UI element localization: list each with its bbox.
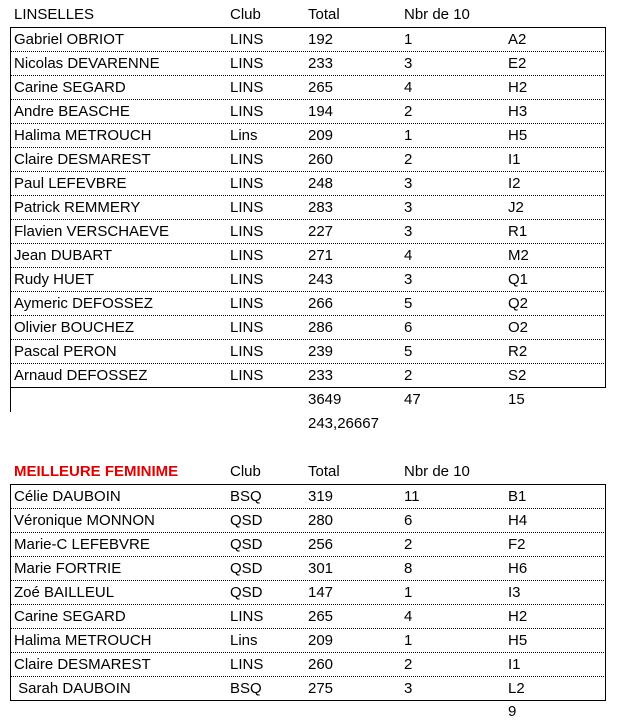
- total-cell: 192: [308, 31, 334, 48]
- nbr-de-10-cell: 11: [404, 488, 420, 505]
- total-cell: 194: [308, 103, 334, 120]
- player-name-cell: Claire DESMAREST: [14, 151, 151, 168]
- nbr-de-10-cell: 3: [404, 199, 413, 216]
- nbr-de-10-cell: 3: [404, 175, 413, 192]
- club-cell: LINS: [230, 295, 264, 312]
- club-cell: LINS: [230, 247, 264, 264]
- total-cell: 319: [308, 488, 334, 505]
- section1-average: 243,26667: [308, 415, 379, 432]
- section2-table: [10, 484, 606, 701]
- nbr-de-10-cell: 4: [404, 608, 413, 625]
- player-name-cell: Pascal PERON: [14, 343, 117, 360]
- player-name-cell: Zoé BAILLEUL: [14, 584, 115, 601]
- club-cell: LINS: [230, 608, 264, 625]
- nbr-de-10-cell: 3: [404, 55, 413, 72]
- section2-header-row: [0, 460, 618, 484]
- section1-table: [10, 27, 606, 388]
- total-cell: 260: [308, 151, 334, 168]
- table-row: [10, 172, 606, 196]
- nbr-de-10-cell: 2: [404, 151, 413, 168]
- nbr-de-10-cell: 1: [404, 584, 413, 601]
- nbr-de-10-cell: 6: [404, 512, 413, 529]
- nbr-de-10-cell: 4: [404, 79, 413, 96]
- nbr-de-10-cell: 2: [404, 103, 413, 120]
- total-cell: 233: [308, 367, 334, 384]
- player-name-cell: Patrick REMMERY: [14, 199, 141, 216]
- table-row: [10, 629, 606, 653]
- table-row: [10, 557, 606, 581]
- club-cell: LINS: [230, 271, 264, 288]
- position-cell: H4: [508, 512, 528, 529]
- table-row: [10, 52, 606, 76]
- table-row: [10, 220, 606, 244]
- position-cell: H6: [508, 560, 528, 577]
- club-cell: LINS: [230, 199, 264, 216]
- total-cell: 239: [308, 343, 334, 360]
- table-row: [10, 677, 606, 701]
- player-name-cell: Véronique MONNON: [14, 512, 155, 529]
- position-cell: Q1: [508, 271, 529, 288]
- player-name-cell: Jean DUBART: [14, 247, 113, 264]
- total-cell: 265: [308, 608, 334, 625]
- player-name-cell: Aymeric DEFOSSEZ: [14, 295, 153, 312]
- section1-average-row: [0, 412, 618, 436]
- section2-col-total: Total: [308, 463, 340, 480]
- player-name-cell: Célie DAUBOIN: [14, 488, 121, 505]
- table-row: [10, 292, 606, 316]
- position-cell: R1: [508, 223, 528, 240]
- section1-title: LINSELLES: [14, 6, 95, 23]
- total-cell: 227: [308, 223, 334, 240]
- club-cell: LINS: [230, 55, 264, 72]
- player-name-cell: Andre BEASCHE: [14, 103, 130, 120]
- section1-sum-pos: 15: [508, 391, 525, 408]
- position-cell: L2: [508, 680, 525, 697]
- total-cell: 280: [308, 512, 334, 529]
- table-row: [10, 581, 606, 605]
- position-cell: H3: [508, 103, 528, 120]
- table-row: [10, 340, 606, 364]
- nbr-de-10-cell: 6: [404, 319, 413, 336]
- section2-title: MEILLEURE FEMINIME: [14, 463, 179, 480]
- position-cell: B1: [508, 488, 527, 505]
- club-cell: LINS: [230, 343, 264, 360]
- table-row: [10, 268, 606, 292]
- player-name-cell: Halima METROUCH: [14, 127, 152, 144]
- player-name-cell: Flavien VERSCHAEVE: [14, 223, 170, 240]
- player-name-cell: Rudy HUET: [14, 271, 95, 288]
- table-row: [10, 364, 606, 388]
- player-name-cell: Marie-C LEFEBVRE: [14, 536, 150, 553]
- table-row: [10, 244, 606, 268]
- total-cell: 266: [308, 295, 334, 312]
- total-cell: 260: [308, 656, 334, 673]
- position-cell: S2: [508, 367, 527, 384]
- nbr-de-10-cell: 3: [404, 680, 413, 697]
- position-cell: I1: [508, 151, 521, 168]
- position-cell: F2: [508, 536, 526, 553]
- club-cell: QSD: [230, 536, 263, 553]
- section2-totals-row: [0, 700, 618, 724]
- table-row: [10, 533, 606, 557]
- position-cell: R2: [508, 343, 528, 360]
- position-cell: E2: [508, 55, 527, 72]
- section1-col-club: Club: [230, 6, 261, 23]
- nbr-de-10-cell: 8: [404, 560, 413, 577]
- player-name-cell: Nicolas DEVARENNE: [14, 55, 160, 72]
- table-row: [10, 196, 606, 220]
- table-row: [10, 124, 606, 148]
- club-cell: LINS: [230, 367, 264, 384]
- total-cell: 256: [308, 536, 334, 553]
- section1-sum-total: 3649: [308, 391, 342, 408]
- club-cell: LINS: [230, 319, 264, 336]
- nbr-de-10-cell: 4: [404, 247, 413, 264]
- total-cell: 147: [308, 584, 334, 601]
- total-cell: 271: [308, 247, 334, 264]
- total-cell: 283: [308, 199, 334, 216]
- total-cell: 265: [308, 79, 334, 96]
- section1-header-row: [0, 3, 618, 27]
- position-cell: H2: [508, 79, 528, 96]
- club-cell: LINS: [230, 151, 264, 168]
- total-cell: 275: [308, 680, 334, 697]
- table-row: [10, 100, 606, 124]
- position-cell: Q2: [508, 295, 529, 312]
- nbr-de-10-cell: 5: [404, 343, 413, 360]
- position-cell: J2: [508, 199, 524, 216]
- table-row: [10, 509, 606, 533]
- position-cell: H5: [508, 127, 528, 144]
- club-cell: LINS: [230, 175, 264, 192]
- club-cell: LINS: [230, 103, 264, 120]
- club-cell: QSD: [230, 560, 263, 577]
- total-cell: 286: [308, 319, 334, 336]
- total-cell: 209: [308, 127, 334, 144]
- total-cell: 209: [308, 632, 334, 649]
- club-cell: QSD: [230, 584, 263, 601]
- nbr-de-10-cell: 2: [404, 656, 413, 673]
- player-name-cell: Paul LEFEVBRE: [14, 175, 127, 192]
- table-row: [10, 653, 606, 677]
- position-cell: I1: [508, 656, 521, 673]
- player-name-cell: Gabriel OBRIOT: [14, 31, 125, 48]
- player-name-cell: Carine SEGARD: [14, 79, 126, 96]
- nbr-de-10-cell: 3: [404, 223, 413, 240]
- section2-sum-pos: 9: [508, 703, 517, 720]
- nbr-de-10-cell: 1: [404, 31, 413, 48]
- position-cell: A2: [508, 31, 527, 48]
- section1-col-nbr: Nbr de 10: [404, 6, 470, 23]
- table-row: [10, 605, 606, 629]
- player-name-cell: Marie FORTRIE: [14, 560, 122, 577]
- club-cell: BSQ: [230, 680, 262, 697]
- position-cell: I3: [508, 584, 521, 601]
- club-cell: LINS: [230, 223, 264, 240]
- total-cell: 301: [308, 560, 334, 577]
- nbr-de-10-cell: 5: [404, 295, 413, 312]
- total-cell: 248: [308, 175, 334, 192]
- nbr-de-10-cell: 3: [404, 271, 413, 288]
- section1-col-total: Total: [308, 6, 340, 23]
- section2-col-nbr: Nbr de 10: [404, 463, 470, 480]
- club-cell: QSD: [230, 512, 263, 529]
- total-cell: 233: [308, 55, 334, 72]
- club-cell: Lins: [230, 127, 258, 144]
- nbr-de-10-cell: 2: [404, 367, 413, 384]
- total-cell: 243: [308, 271, 334, 288]
- position-cell: M2: [508, 247, 529, 264]
- section2-col-club: Club: [230, 463, 261, 480]
- position-cell: H2: [508, 608, 528, 625]
- club-cell: LINS: [230, 79, 264, 96]
- nbr-de-10-cell: 1: [404, 127, 413, 144]
- position-cell: I2: [508, 175, 521, 192]
- table-row: [10, 316, 606, 340]
- player-name-cell: Claire DESMAREST: [14, 656, 151, 673]
- player-name-cell: Olivier BOUCHEZ: [14, 319, 135, 336]
- club-cell: Lins: [230, 632, 258, 649]
- position-cell: O2: [508, 319, 529, 336]
- nbr-de-10-cell: 2: [404, 536, 413, 553]
- player-name-cell: Sarah DAUBOIN: [14, 680, 131, 697]
- club-cell: BSQ: [230, 488, 262, 505]
- player-name-cell: Halima METROUCH: [14, 632, 152, 649]
- nbr-de-10-cell: 1: [404, 632, 413, 649]
- section1-sum-nbr: 47: [404, 391, 421, 408]
- table-row: [10, 485, 606, 509]
- club-cell: LINS: [230, 656, 264, 673]
- player-name-cell: Carine SEGARD: [14, 608, 126, 625]
- position-cell: H5: [508, 632, 528, 649]
- table-row: [10, 148, 606, 172]
- section1-totals-row: [0, 388, 618, 412]
- table-row: [10, 28, 606, 52]
- club-cell: LINS: [230, 31, 264, 48]
- player-name-cell: Arnaud DEFOSSEZ: [14, 367, 148, 384]
- table-row: [10, 76, 606, 100]
